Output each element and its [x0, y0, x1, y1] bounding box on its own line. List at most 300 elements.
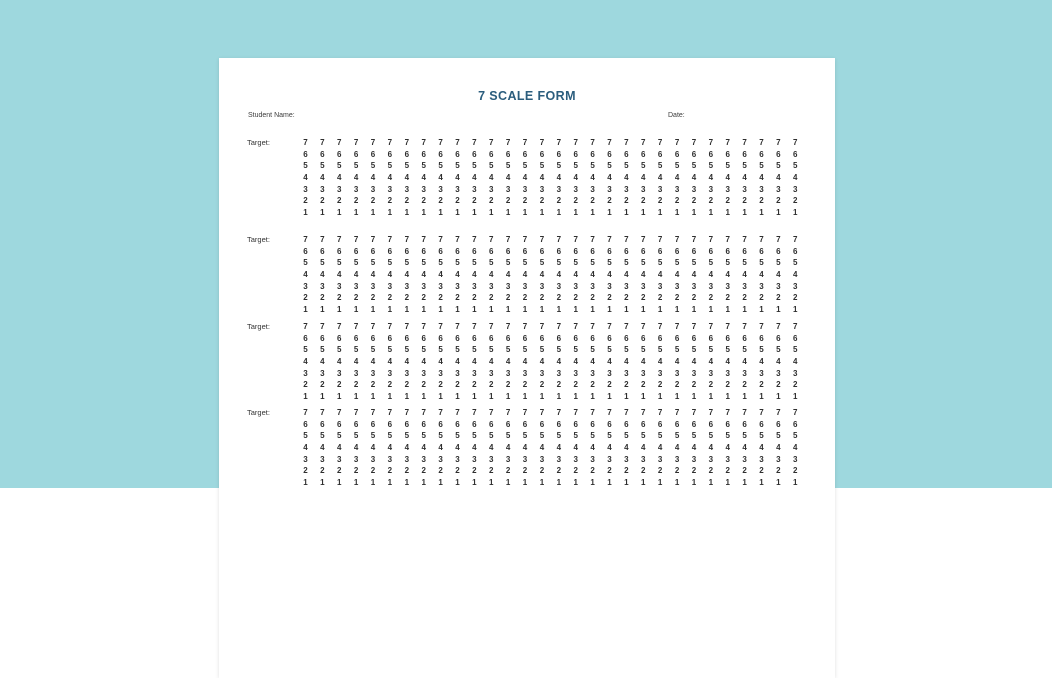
scale-number-cell: 7 — [489, 408, 494, 417]
scale-number-cell: 7 — [438, 322, 443, 331]
scale-number-cell: 7 — [455, 138, 460, 147]
scale-number-cell: 6 — [742, 419, 747, 429]
scale-number-cell: 3 — [522, 184, 528, 194]
scale-number-cell: 4 — [725, 173, 730, 183]
scale-number-cell: 6 — [387, 419, 393, 429]
scale-number-cell: 1 — [708, 392, 714, 402]
page-title: 7 SCALE FORM — [478, 89, 576, 103]
scale-number-cell: 1 — [742, 392, 747, 402]
scale-number-cell: 1 — [455, 305, 460, 315]
scale-number-cell: 5 — [776, 431, 781, 441]
scale-row — [297, 442, 804, 454]
scale-number-cell: 6 — [303, 419, 308, 429]
scale-row — [297, 281, 804, 293]
scale-number-cell: 3 — [708, 454, 714, 464]
scale-number-cell: 7 — [793, 138, 798, 147]
scale-number-cell: 5 — [776, 258, 781, 268]
scale-number-cell: 6 — [708, 149, 714, 159]
scale-number-cell: 3 — [489, 454, 494, 464]
scale-number-cell: 2 — [353, 466, 359, 476]
scale-row — [297, 419, 804, 431]
scale-number-cell: 7 — [370, 408, 376, 417]
scale-number-cell: 2 — [421, 196, 426, 206]
scale-number-cell: 2 — [759, 380, 764, 390]
scale-grid — [297, 137, 804, 219]
scale-number-cell: 3 — [489, 368, 494, 378]
scale-number-cell: 7 — [303, 322, 308, 331]
scale-number-cell: 7 — [624, 235, 629, 244]
scale-number-cell: 5 — [353, 345, 359, 355]
scale-number-cell: 4 — [776, 270, 781, 280]
scale-number-cell: 6 — [725, 149, 730, 159]
scale-number-cell: 5 — [708, 431, 714, 441]
scale-number-cell: 1 — [320, 478, 325, 488]
scale-number-cell: 4 — [590, 443, 595, 453]
scale-number-cell: 7 — [472, 322, 477, 331]
scale-number-cell: 2 — [370, 466, 376, 476]
scale-row — [297, 477, 804, 489]
scale-number-cell: 6 — [556, 419, 562, 429]
scale-number-cell: 7 — [421, 138, 426, 147]
scale-number-cell: 1 — [489, 478, 494, 488]
scale-number-cell: 5 — [742, 345, 747, 355]
scale-number-cell: 7 — [742, 138, 747, 147]
scale-number-cell: 3 — [303, 368, 308, 378]
scale-number-cell: 4 — [624, 443, 629, 453]
scale-number-cell: 2 — [438, 466, 443, 476]
scale-number-cell: 5 — [370, 161, 376, 171]
scale-number-cell: 6 — [303, 333, 308, 343]
scale-number-cell: 7 — [353, 138, 359, 147]
scale-number-cell: 6 — [759, 246, 764, 256]
scale-number-cell: 6 — [742, 246, 747, 256]
scale-number-cell: 4 — [337, 173, 342, 183]
scale-number-cell: 5 — [573, 258, 578, 268]
scale-number-cell: 1 — [556, 478, 562, 488]
scale-number-cell: 4 — [404, 173, 410, 183]
scale-number-cell: 5 — [522, 345, 528, 355]
scale-row — [297, 234, 804, 246]
scale-number-cell: 7 — [472, 138, 477, 147]
scale-number-cell: 4 — [438, 270, 443, 280]
scale-number-cell: 4 — [370, 357, 376, 367]
scale-number-cell: 3 — [539, 184, 545, 194]
scale-number-cell: 6 — [370, 333, 376, 343]
scale-number-cell: 5 — [657, 431, 663, 441]
scale-number-cell: 5 — [573, 161, 578, 171]
scale-number-cell: 3 — [573, 368, 578, 378]
scale-number-cell: 5 — [472, 345, 477, 355]
scale-number-cell: 1 — [353, 208, 359, 218]
scale-number-cell: 7 — [573, 408, 578, 417]
scale-number-cell: 5 — [505, 258, 511, 268]
scale-number-cell: 3 — [489, 281, 494, 291]
scale-number-cell: 3 — [725, 368, 730, 378]
scale-number-cell: 7 — [505, 235, 511, 244]
scale-number-cell: 3 — [793, 184, 798, 194]
scale-number-cell: 7 — [641, 235, 646, 244]
scale-row — [297, 304, 804, 316]
scale-number-cell: 7 — [320, 408, 325, 417]
scale-number-cell: 3 — [742, 184, 747, 194]
scale-number-cell: 5 — [759, 161, 764, 171]
scale-number-cell: 7 — [489, 138, 494, 147]
scale-number-cell: 4 — [641, 357, 646, 367]
scale-number-cell: 1 — [489, 208, 494, 218]
scale-number-cell: 6 — [539, 149, 545, 159]
scale-number-cell: 2 — [472, 196, 477, 206]
scale-number-cell: 6 — [725, 246, 730, 256]
scale-number-cell: 4 — [573, 173, 578, 183]
scale-number-cell: 1 — [505, 305, 511, 315]
scale-number-cell: 7 — [303, 408, 308, 417]
scale-number-cell: 1 — [725, 208, 730, 218]
scale-number-cell: 1 — [455, 478, 460, 488]
scale-number-cell: 1 — [353, 478, 359, 488]
scale-number-cell: 5 — [505, 345, 511, 355]
scale-number-cell: 7 — [404, 408, 410, 417]
scale-number-cell: 2 — [522, 466, 528, 476]
scale-number-cell: 5 — [337, 161, 342, 171]
scale-row — [297, 407, 804, 419]
scale-number-cell: 6 — [793, 149, 798, 159]
scale-number-cell: 6 — [607, 333, 612, 343]
scale-number-cell: 5 — [674, 258, 680, 268]
scale-number-cell: 2 — [522, 196, 528, 206]
scale-number-cell: 5 — [691, 161, 697, 171]
date-label: Date: — [668, 112, 685, 119]
scale-number-cell: 1 — [759, 305, 764, 315]
scale-number-cell: 6 — [303, 149, 308, 159]
scale-number-cell: 2 — [455, 466, 460, 476]
scale-number-cell: 1 — [303, 478, 308, 488]
scale-number-cell: 7 — [387, 408, 393, 417]
scale-number-cell: 6 — [303, 246, 308, 256]
scale-number-cell: 5 — [556, 258, 562, 268]
scale-number-cell: 2 — [472, 380, 477, 390]
scale-number-cell: 1 — [691, 305, 697, 315]
scale-number-cell: 2 — [522, 293, 528, 303]
student-name-label: Student Name: — [248, 112, 295, 119]
scale-number-cell: 1 — [573, 478, 578, 488]
scale-number-cell: 5 — [641, 161, 646, 171]
scale-number-cell: 6 — [708, 333, 714, 343]
scale-number-cell: 1 — [657, 478, 663, 488]
scale-number-cell: 1 — [353, 305, 359, 315]
scale-number-cell: 4 — [607, 443, 612, 453]
scale-number-cell: 4 — [759, 443, 764, 453]
scale-number-cell: 2 — [472, 466, 477, 476]
scale-number-cell: 5 — [472, 431, 477, 441]
scale-number-cell: 4 — [657, 270, 663, 280]
scale-number-cell: 5 — [387, 161, 393, 171]
scale-number-cell: 5 — [674, 431, 680, 441]
scale-number-cell: 3 — [556, 281, 562, 291]
scale-number-cell: 4 — [421, 357, 426, 367]
scale-number-cell: 1 — [421, 478, 426, 488]
scale-number-cell: 3 — [556, 368, 562, 378]
scale-number-cell: 6 — [691, 246, 697, 256]
scale-number-cell: 4 — [522, 173, 528, 183]
scale-number-cell: 3 — [438, 281, 443, 291]
scale-number-cell: 1 — [691, 208, 697, 218]
scale-number-cell: 1 — [522, 208, 528, 218]
scale-number-cell: 1 — [607, 478, 612, 488]
scale-number-cell: 1 — [793, 392, 798, 402]
scale-grid — [297, 234, 804, 316]
scale-number-cell: 1 — [472, 392, 477, 402]
scale-number-cell: 2 — [657, 380, 663, 390]
scale-number-cell: 6 — [573, 419, 578, 429]
scale-number-cell: 2 — [725, 196, 730, 206]
scale-number-cell: 1 — [489, 392, 494, 402]
scale-number-cell: 2 — [573, 466, 578, 476]
scale-number-cell: 4 — [607, 173, 612, 183]
scale-number-cell: 1 — [674, 478, 680, 488]
scale-number-cell: 6 — [337, 149, 342, 159]
scale-number-cell: 7 — [691, 235, 697, 244]
scale-number-cell: 5 — [590, 345, 595, 355]
scale-number-cell: 1 — [539, 392, 545, 402]
scale-number-cell: 7 — [505, 138, 511, 147]
scale-number-cell: 3 — [776, 281, 781, 291]
scale-number-cell: 5 — [404, 258, 410, 268]
scale-number-cell: 1 — [370, 208, 376, 218]
scale-number-cell: 6 — [556, 333, 562, 343]
target-label: Target: — [247, 408, 270, 417]
scale-number-cell: 6 — [657, 246, 663, 256]
scale-number-cell: 3 — [489, 184, 494, 194]
scale-number-cell: 1 — [573, 392, 578, 402]
scale-number-cell: 3 — [624, 368, 629, 378]
scale-number-cell: 2 — [793, 196, 798, 206]
scale-number-cell: 4 — [320, 173, 325, 183]
scale-number-cell: 3 — [472, 184, 477, 194]
scale-number-cell: 2 — [438, 293, 443, 303]
scale-number-cell: 3 — [641, 454, 646, 464]
scale-number-cell: 6 — [404, 333, 410, 343]
scale-number-cell: 4 — [708, 357, 714, 367]
scale-number-cell: 6 — [421, 246, 426, 256]
scale-number-cell: 3 — [337, 184, 342, 194]
scale-number-cell: 1 — [691, 392, 697, 402]
scale-number-cell: 4 — [505, 173, 511, 183]
scale-number-cell: 2 — [353, 293, 359, 303]
scale-number-cell: 2 — [337, 293, 342, 303]
scale-number-cell: 6 — [759, 333, 764, 343]
scale-number-cell: 6 — [438, 246, 443, 256]
scale-number-cell: 1 — [624, 392, 629, 402]
scale-number-cell: 3 — [438, 454, 443, 464]
scale-number-cell: 6 — [641, 149, 646, 159]
scale-number-cell: 6 — [624, 333, 629, 343]
scale-number-cell: 6 — [590, 419, 595, 429]
scale-number-cell: 6 — [438, 419, 443, 429]
scale-number-cell: 7 — [522, 235, 528, 244]
scale-number-cell: 5 — [421, 431, 426, 441]
scale-number-cell: 7 — [725, 408, 730, 417]
scale-number-cell: 3 — [370, 454, 376, 464]
scale-number-cell: 4 — [691, 443, 697, 453]
scale-number-cell: 6 — [742, 149, 747, 159]
scale-number-cell: 6 — [387, 333, 393, 343]
scale-number-cell: 3 — [337, 368, 342, 378]
scale-number-cell: 2 — [759, 466, 764, 476]
scale-number-cell: 5 — [759, 258, 764, 268]
scale-number-cell: 1 — [759, 208, 764, 218]
scale-number-cell: 2 — [624, 196, 629, 206]
scale-number-cell: 3 — [455, 184, 460, 194]
scale-number-cell: 3 — [759, 368, 764, 378]
scale-number-cell: 2 — [657, 196, 663, 206]
target-blocks — [219, 58, 835, 678]
scale-number-cell: 6 — [489, 149, 494, 159]
scale-number-cell: 3 — [742, 368, 747, 378]
scale-number-cell: 6 — [708, 246, 714, 256]
scale-number-cell: 6 — [404, 246, 410, 256]
scale-number-cell: 1 — [793, 478, 798, 488]
scale-number-cell: 5 — [674, 161, 680, 171]
scale-number-cell: 4 — [624, 270, 629, 280]
scale-number-cell: 2 — [793, 293, 798, 303]
scale-number-cell: 2 — [708, 380, 714, 390]
scale-number-cell: 3 — [387, 454, 393, 464]
scale-number-cell: 3 — [742, 281, 747, 291]
scale-number-cell: 4 — [387, 357, 393, 367]
scale-number-cell: 6 — [404, 419, 410, 429]
scale-number-cell: 7 — [522, 138, 528, 147]
scale-number-cell: 6 — [472, 333, 477, 343]
scale-number-cell: 4 — [505, 357, 511, 367]
scale-row — [297, 368, 804, 380]
scale-number-cell: 4 — [641, 443, 646, 453]
scale-number-cell: 1 — [337, 208, 342, 218]
scale-number-cell: 1 — [573, 208, 578, 218]
scale-number-cell: 3 — [590, 454, 595, 464]
scale-number-cell: 2 — [725, 466, 730, 476]
scale-number-cell: 5 — [353, 161, 359, 171]
scale-number-cell: 6 — [573, 246, 578, 256]
scale-number-cell: 6 — [438, 149, 443, 159]
scale-number-cell: 5 — [793, 258, 798, 268]
scale-number-cell: 4 — [370, 270, 376, 280]
scale-row — [297, 465, 804, 477]
scale-number-cell: 5 — [303, 345, 308, 355]
scale-number-cell: 1 — [590, 208, 595, 218]
scale-number-cell: 1 — [657, 208, 663, 218]
scale-number-cell: 1 — [404, 478, 410, 488]
scale-number-cell: 3 — [455, 281, 460, 291]
scale-number-cell: 1 — [759, 478, 764, 488]
target-block — [219, 321, 835, 403]
scale-number-cell: 7 — [607, 235, 612, 244]
scale-number-cell: 3 — [691, 184, 697, 194]
scale-number-cell: 2 — [556, 466, 562, 476]
scale-number-cell: 7 — [353, 408, 359, 417]
scale-number-cell: 6 — [353, 149, 359, 159]
scale-number-cell: 1 — [438, 478, 443, 488]
scale-number-cell: 6 — [776, 246, 781, 256]
scale-number-cell: 7 — [674, 235, 680, 244]
scale-number-cell: 4 — [624, 173, 629, 183]
scale-number-cell: 7 — [607, 408, 612, 417]
scale-number-cell: 1 — [438, 208, 443, 218]
scale-number-cell: 1 — [641, 208, 646, 218]
scale-number-cell: 4 — [438, 357, 443, 367]
scale-number-cell: 5 — [556, 431, 562, 441]
scale-number-cell: 3 — [438, 184, 443, 194]
scale-number-cell: 4 — [353, 173, 359, 183]
scale-number-cell: 7 — [708, 322, 714, 331]
scale-number-cell: 1 — [674, 305, 680, 315]
scale-number-cell: 5 — [590, 258, 595, 268]
scale-number-cell: 5 — [641, 258, 646, 268]
scale-number-cell: 4 — [404, 270, 410, 280]
scale-number-cell: 6 — [455, 149, 460, 159]
scale-number-cell: 1 — [472, 208, 477, 218]
scale-number-cell: 3 — [759, 281, 764, 291]
scale-number-cell: 6 — [539, 333, 545, 343]
scale-row — [297, 356, 804, 368]
scale-number-cell: 6 — [691, 419, 697, 429]
scale-number-cell: 4 — [505, 270, 511, 280]
scale-number-cell: 5 — [691, 345, 697, 355]
scale-number-cell: 5 — [607, 345, 612, 355]
target-block — [219, 137, 835, 219]
scale-number-cell: 7 — [742, 322, 747, 331]
scale-number-cell: 6 — [624, 246, 629, 256]
scale-number-cell: 3 — [505, 281, 511, 291]
scale-number-cell: 3 — [505, 184, 511, 194]
scale-number-cell: 4 — [674, 443, 680, 453]
scale-number-cell: 7 — [539, 322, 545, 331]
scale-number-cell: 1 — [320, 392, 325, 402]
scale-number-cell: 6 — [624, 149, 629, 159]
scale-number-cell: 2 — [691, 380, 697, 390]
scale-number-cell: 7 — [793, 235, 798, 244]
scale-number-cell: 1 — [337, 305, 342, 315]
scale-row — [297, 344, 804, 356]
scale-number-cell: 4 — [505, 443, 511, 453]
scale-number-cell: 4 — [776, 443, 781, 453]
scale-number-cell: 3 — [590, 368, 595, 378]
scale-number-cell: 1 — [776, 208, 781, 218]
scale-number-cell: 2 — [776, 196, 781, 206]
scale-number-cell: 5 — [708, 258, 714, 268]
scale-number-cell: 7 — [404, 235, 410, 244]
scale-number-cell: 4 — [759, 270, 764, 280]
scale-number-cell: 6 — [539, 246, 545, 256]
scale-number-cell: 6 — [522, 419, 528, 429]
scale-number-cell: 6 — [742, 333, 747, 343]
scale-number-cell: 7 — [387, 322, 393, 331]
scale-number-cell: 7 — [742, 235, 747, 244]
scale-number-cell: 7 — [776, 138, 781, 147]
scale-number-cell: 2 — [370, 380, 376, 390]
scale-number-cell: 3 — [776, 368, 781, 378]
scale-number-cell: 2 — [505, 380, 511, 390]
scale-number-cell: 3 — [404, 281, 410, 291]
scale-number-cell: 7 — [590, 408, 595, 417]
scale-number-cell: 6 — [505, 333, 511, 343]
target-block — [219, 234, 835, 316]
scale-number-cell: 3 — [657, 454, 663, 464]
scale-row — [297, 137, 804, 149]
scale-number-cell: 4 — [404, 357, 410, 367]
scale-number-cell: 6 — [674, 149, 680, 159]
scale-number-cell: 2 — [438, 380, 443, 390]
scale-number-cell: 1 — [370, 478, 376, 488]
